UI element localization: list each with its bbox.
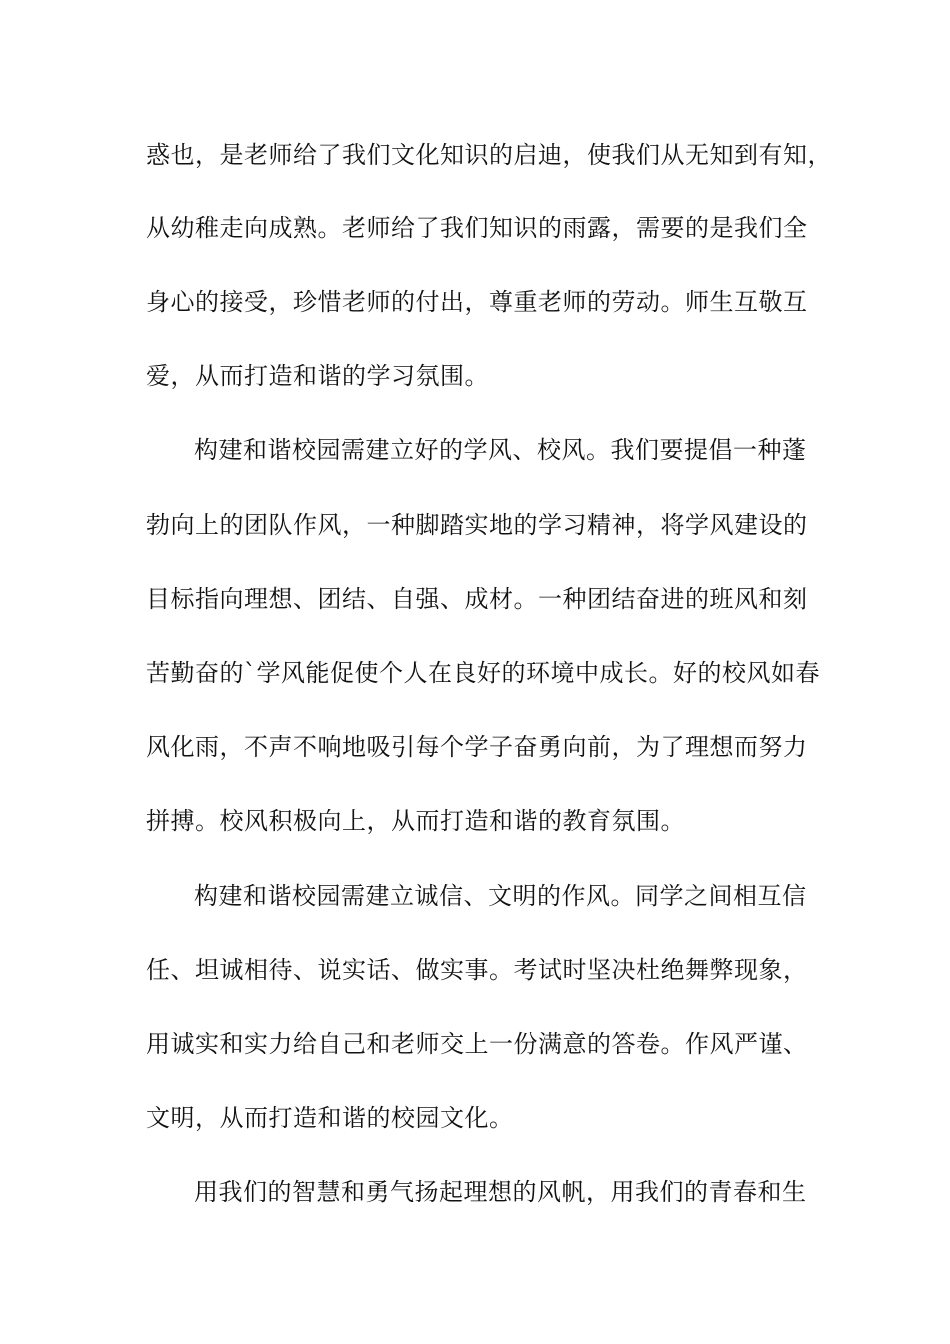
text-line: 任、坦诚相待、说实话、做实事。考试时坚决杜绝舞弊现象， <box>146 956 808 984</box>
paragraph-first-line: 用我们的智慧和勇气扬起理想的风帆，用我们的青春和生 <box>194 1178 807 1206</box>
text-line: 苦勤奋的`学风能促使个人在良好的环境中成长。好的校风如春 <box>146 659 820 687</box>
text-line: 爱，从而打造和谐的学习氛围。 <box>146 362 489 390</box>
text-line: 身心的接受，珍惜老师的付出，尊重老师的劳动。师生互敬互 <box>146 288 808 316</box>
text-line: 勃向上的团队作风，一种脚踏实地的学习精神，将学风建设的 <box>146 511 808 539</box>
text-line: 惑也，是老师给了我们文化知识的启迪，使我们从无知到有知， <box>146 141 832 169</box>
text-line: 从幼稚走向成熟。老师给了我们知识的雨露，需要的是我们全 <box>146 214 808 242</box>
text-line: 文明，从而打造和谐的校园文化。 <box>146 1104 514 1132</box>
text-line: 风化雨，不声不响地吸引每个学子奋勇向前，为了理想而努力 <box>146 733 808 761</box>
text-line: 拼搏。校风积极向上，从而打造和谐的教育氛围。 <box>146 807 685 835</box>
paragraph-first-line: 构建和谐校园需建立好的学风、校风。我们要提倡一种蓬 <box>194 436 807 464</box>
text-line: 目标指向理想、团结、自强、成材。一种团结奋进的班风和刻 <box>146 585 808 613</box>
text-line: 用诚实和实力给自己和老师交上一份满意的答卷。作风严谨、 <box>146 1030 808 1058</box>
paragraph-first-line: 构建和谐校园需建立诚信、文明的作风。同学之间相互信 <box>194 882 807 910</box>
